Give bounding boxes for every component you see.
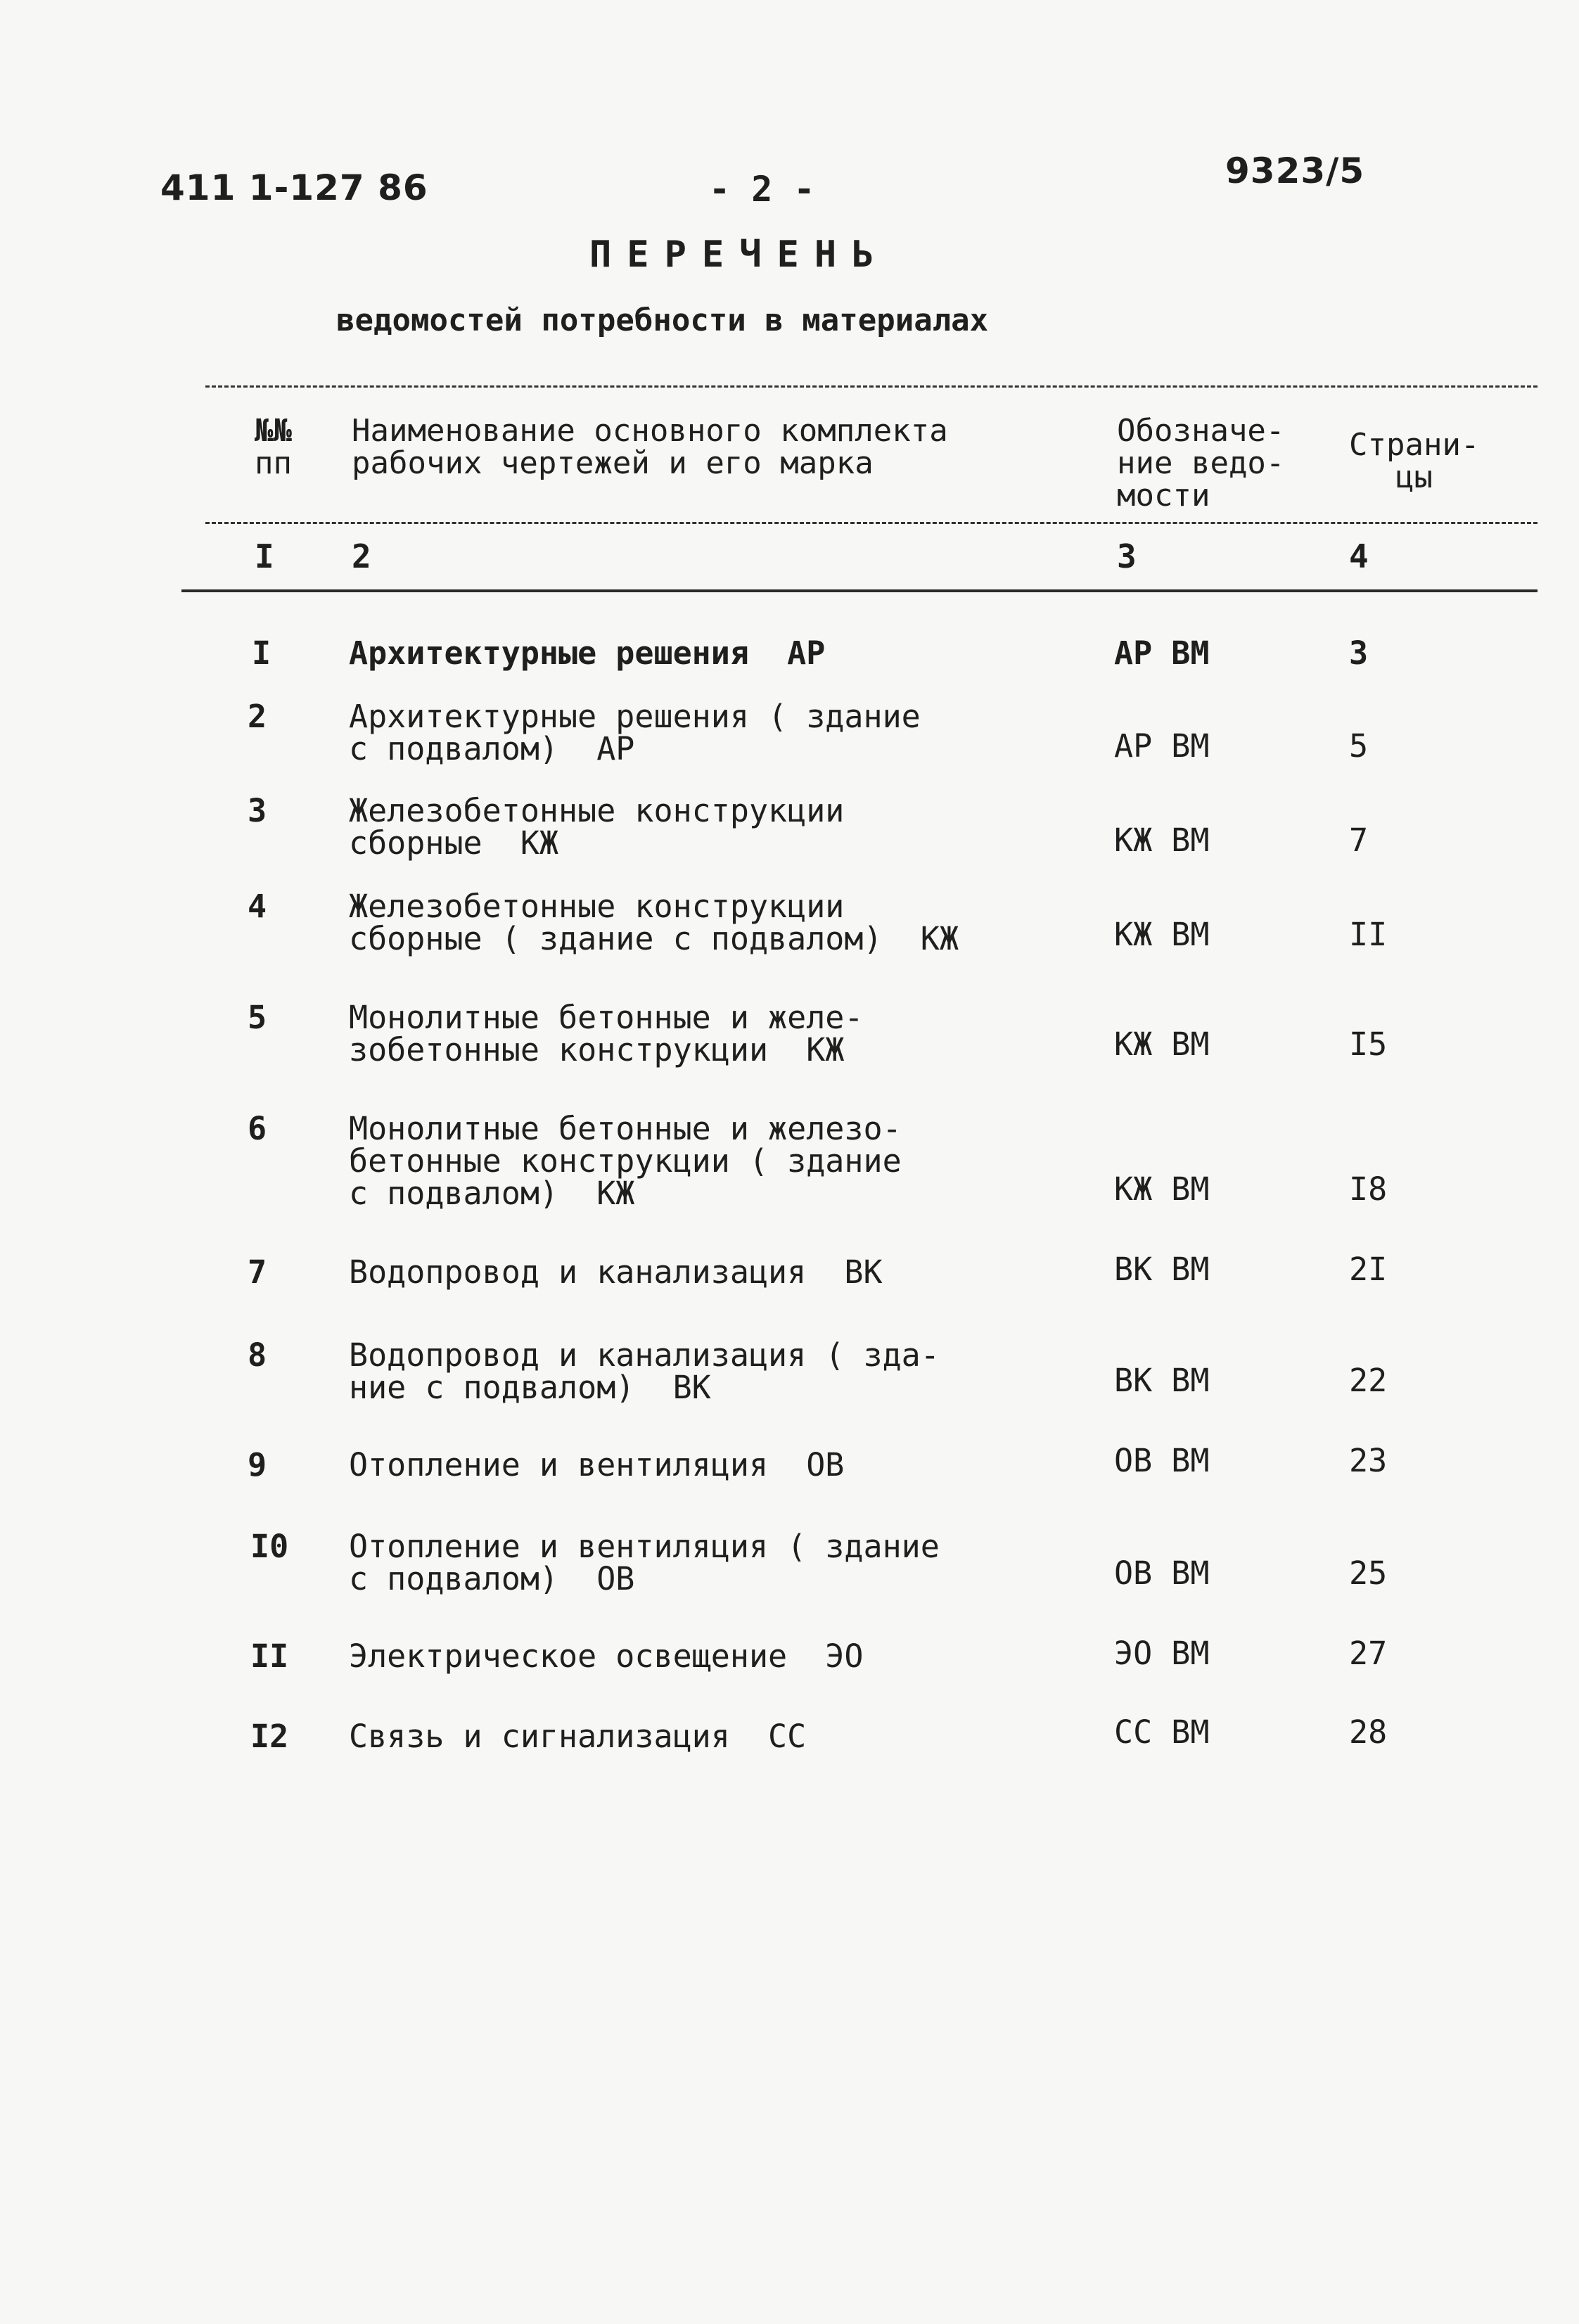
column-numbers-bottom-rule: [181, 589, 1538, 592]
row-number: 8: [248, 1336, 267, 1374]
row-name-line: бетонные конструкции ( здание: [349, 1142, 902, 1180]
row-number: 2: [248, 698, 267, 735]
row-designation: КЖ ВМ: [1114, 1170, 1210, 1208]
row-page: 3: [1349, 634, 1369, 672]
row-name-line: Железобетонные конструкции: [349, 792, 845, 829]
row-number: 4: [248, 888, 267, 925]
row-designation: КЖ ВМ: [1114, 1026, 1210, 1063]
row-page: 27: [1349, 1635, 1388, 1672]
row-name-line: с подвалом) ОВ: [349, 1560, 635, 1597]
row-number: 9: [248, 1446, 267, 1483]
row-page: 22: [1349, 1362, 1388, 1399]
row-name-line: Архитектурные решения ( здание: [349, 698, 921, 735]
row-designation: ВК ВМ: [1114, 1362, 1210, 1399]
row-page: 5: [1349, 727, 1369, 765]
row-designation: ОВ ВМ: [1114, 1554, 1210, 1592]
header-name-line-1: Наименование основного комплекта: [352, 413, 948, 449]
row-number: 6: [248, 1110, 267, 1147]
row-name-line: Монолитные бетонные и железо-: [349, 1110, 902, 1147]
row-designation: КЖ ВМ: [1114, 822, 1210, 859]
row-name-line: сборные ( здание с подвалом) КЖ: [349, 920, 959, 957]
row-page: 2I: [1349, 1251, 1388, 1288]
row-name-line: сборные КЖ: [349, 824, 559, 862]
row-number: 5: [248, 999, 267, 1036]
header-designation-line-2: ние ведо-: [1117, 445, 1285, 481]
row-name-line: Архитектурные решения АР: [349, 634, 826, 672]
row-name-line: Электрическое освещение ЭО: [349, 1637, 864, 1675]
row-name-line: Отопление и вентиляция ( здание: [349, 1528, 940, 1565]
page-number: - 2 -: [709, 169, 815, 210]
row-designation: АР ВМ: [1114, 727, 1210, 765]
row-number: II: [250, 1637, 289, 1675]
row-page: I5: [1349, 1026, 1388, 1063]
header-pages-line-2: цы: [1395, 459, 1433, 495]
row-name-line: Связь и сигнализация СС: [349, 1718, 807, 1755]
row-name-line: Монолитные бетонные и желе-: [349, 999, 864, 1036]
row-name-line: Отопление и вентиляция ОВ: [349, 1446, 845, 1483]
row-designation: АР ВМ: [1114, 634, 1210, 672]
header-name-line-2: рабочих чертежей и его марка: [352, 445, 874, 481]
row-page: 25: [1349, 1554, 1388, 1592]
row-number: 3: [248, 792, 267, 829]
column-number-3: 3: [1117, 537, 1137, 575]
document-code: 411 1-127 86: [160, 167, 428, 208]
header-bottom-rule: [205, 522, 1538, 524]
row-designation: ВК ВМ: [1114, 1251, 1210, 1288]
column-number-1: I: [255, 537, 274, 575]
row-name-line: Водопровод и канализация ВК: [349, 1253, 883, 1291]
row-name-line: Водопровод и канализация ( зда-: [349, 1336, 940, 1374]
page-title: ПЕРЕЧЕНЬ: [589, 234, 890, 276]
header-num-line-1: №№: [255, 413, 292, 449]
column-number-2: 2: [352, 537, 371, 575]
row-number: I: [252, 634, 271, 672]
header-designation-line-1: Обозначе-: [1117, 413, 1285, 449]
row-page: II: [1349, 916, 1388, 953]
archive-number: 9323/5: [1225, 151, 1365, 191]
page-subtitle: ведомостей потребности в материалах: [336, 302, 989, 338]
row-name-line: с подвалом) КЖ: [349, 1175, 635, 1212]
row-page: I8: [1349, 1170, 1388, 1208]
header-designation-line-3: мости: [1117, 478, 1210, 513]
header-num-line-2: пп: [255, 445, 292, 481]
row-designation: ЭО ВМ: [1114, 1635, 1210, 1672]
column-number-4: 4: [1349, 537, 1369, 575]
row-page: 28: [1349, 1713, 1388, 1751]
row-number: I2: [250, 1718, 289, 1755]
row-number: 7: [248, 1253, 267, 1291]
row-page: 7: [1349, 822, 1369, 859]
row-name-line: с подвалом) АР: [349, 730, 635, 767]
table-top-rule: [205, 385, 1538, 388]
row-designation: ОВ ВМ: [1114, 1442, 1210, 1479]
header-pages-line-1: Страни-: [1349, 427, 1480, 463]
row-name-line: Железобетонные конструкции: [349, 888, 845, 925]
row-name-line: зобетонные конструкции КЖ: [349, 1031, 845, 1068]
row-number: I0: [250, 1528, 289, 1565]
row-page: 23: [1349, 1442, 1388, 1479]
row-designation: СС ВМ: [1114, 1713, 1210, 1751]
row-designation: КЖ ВМ: [1114, 916, 1210, 953]
row-name-line: ние с подвалом) ВК: [349, 1369, 711, 1406]
